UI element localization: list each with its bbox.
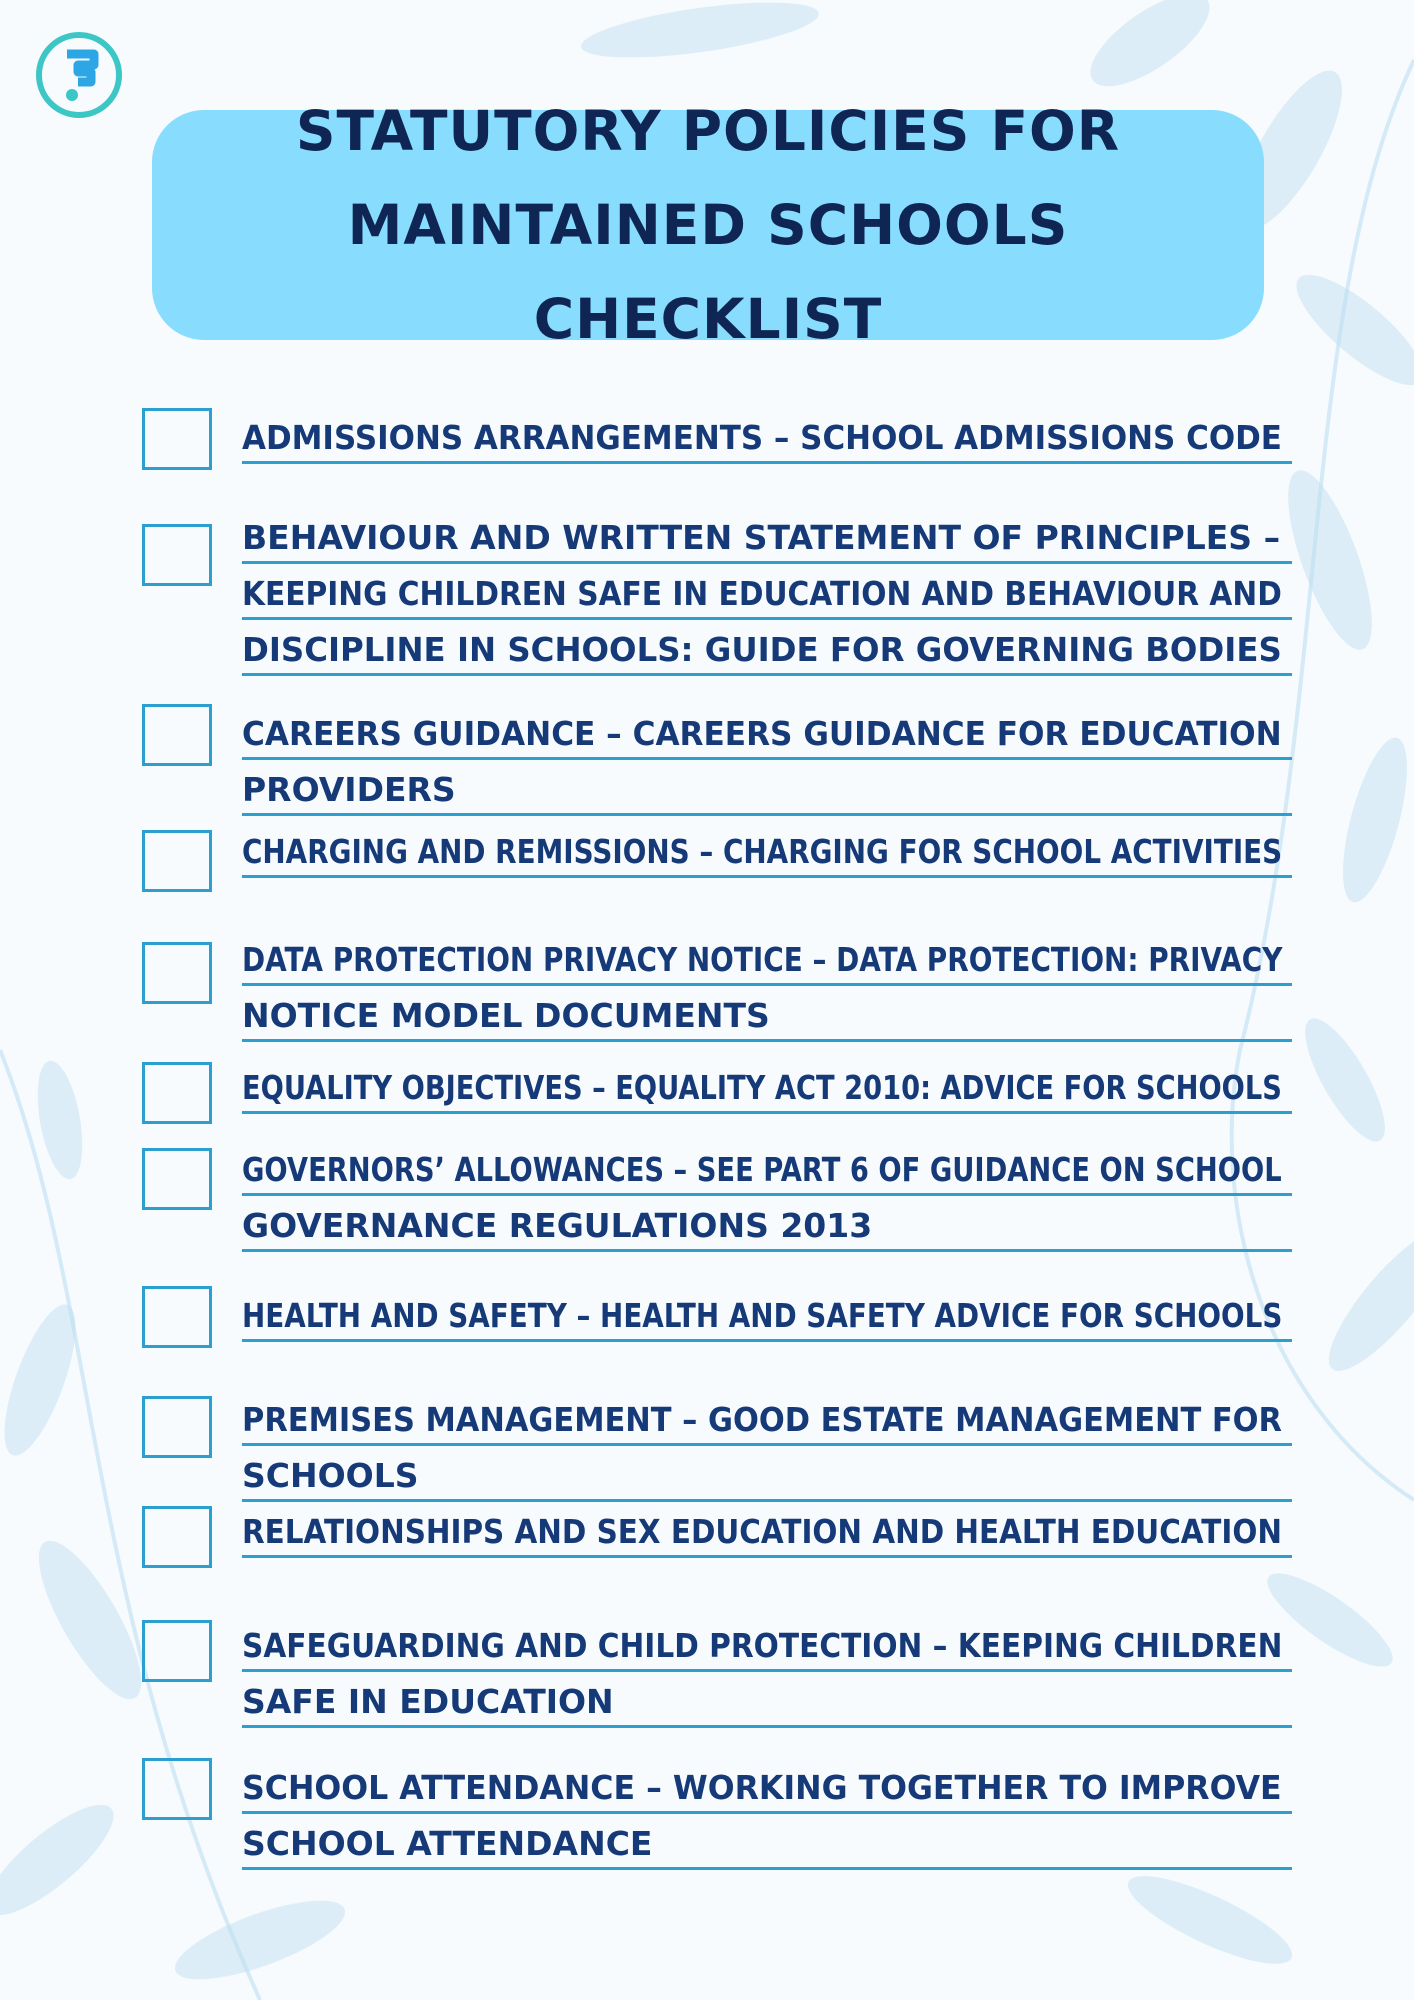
item-line-text: DATA PROTECTION PRIVACY NOTICE – DATA PROTECTION: PRIVACY: [242, 940, 1283, 979]
item-line-text: BEHAVIOUR AND WRITTEN STATEMENT OF PRINCIPLES –: [242, 518, 1281, 557]
item-line: [242, 986, 1292, 1042]
item-text: [242, 1502, 1292, 1558]
item-line-text: ADMISSIONS ARRANGEMENTS – SCHOOL ADMISSIONS CODE: [242, 418, 1282, 457]
item-text: [242, 508, 1292, 676]
f-logo-icon: [34, 30, 124, 120]
item-line-text: PREMISES MANAGEMENT – GOOD ESTATE MANAGEMENT FOR: [242, 1400, 1282, 1439]
checkbox[interactable]: [142, 1148, 212, 1210]
item-line: [242, 930, 1292, 986]
item-line: [242, 1446, 1292, 1502]
item-line: [242, 1196, 1292, 1252]
checkbox[interactable]: [142, 942, 212, 1004]
checkbox[interactable]: [142, 1758, 212, 1820]
item-line: [242, 508, 1292, 564]
item-line-text: EQUALITY OBJECTIVES – EQUALITY ACT 2010: ADVICE FOR SCHOOLS: [242, 1068, 1282, 1107]
item-line-text: SCHOOLS: [242, 1456, 419, 1495]
item-line: [242, 704, 1292, 760]
item-line-text: PROVIDERS: [242, 770, 456, 809]
checkbox[interactable]: [142, 524, 212, 586]
item-line: [242, 564, 1292, 620]
item-text: [242, 930, 1292, 1042]
page-title: STATUTORY POLICIES FOR MAINTAINED SCHOOLS CHECKLIST: [295, 99, 1121, 351]
checkbox[interactable]: [142, 704, 212, 766]
item-line: [242, 1058, 1292, 1114]
item-text: [242, 1758, 1292, 1870]
item-line: [242, 760, 1292, 816]
item-line-text: HEALTH AND SAFETY – HEALTH AND SAFETY ADVICE FOR SCHOOLS: [242, 1296, 1283, 1335]
item-line-text: CHARGING AND REMISSIONS – CHARGING FOR SCHOOL ACTIVITIES: [242, 832, 1283, 871]
item-line: [242, 408, 1292, 464]
item-line-text: GOVERNANCE REGULATIONS 2013: [242, 1206, 873, 1245]
item-line: [242, 1140, 1292, 1196]
item-line-text: SCHOOL ATTENDANCE – WORKING TOGETHER TO IMPROVE: [242, 1768, 1282, 1807]
item-line-text: RELATIONSHIPS AND SEX EDUCATION AND HEALTH EDUCATION: [242, 1512, 1282, 1551]
item-text: [242, 1140, 1292, 1252]
checkbox[interactable]: [142, 408, 212, 470]
item-line: [242, 1672, 1292, 1728]
item-line: [242, 822, 1292, 878]
item-text: [242, 1390, 1292, 1502]
checkbox[interactable]: [142, 1396, 212, 1458]
item-line-text: NOTICE MODEL DOCUMENTS: [242, 996, 770, 1035]
title-banner: [152, 99, 1264, 351]
item-text: [242, 822, 1292, 878]
checkbox[interactable]: [142, 1620, 212, 1682]
item-line-text: SAFEGUARDING AND CHILD PROTECTION – KEEPING CHILDREN: [242, 1626, 1283, 1665]
item-line: [242, 1758, 1292, 1814]
item-line-text: DISCIPLINE IN SCHOOLS: GUIDE FOR GOVERNING BODIES: [242, 630, 1282, 669]
item-line: [242, 1814, 1292, 1870]
item-line-text: KEEPING CHILDREN SAFE IN EDUCATION AND BEHAVIOUR AND: [242, 574, 1282, 613]
item-text: [242, 1286, 1292, 1342]
checkbox[interactable]: [142, 1506, 212, 1568]
item-text: [242, 1058, 1292, 1114]
item-line: [242, 1616, 1292, 1672]
item-text: [242, 408, 1292, 464]
item-line-text: SCHOOL ATTENDANCE: [242, 1824, 653, 1863]
checkbox[interactable]: [142, 1062, 212, 1124]
checkbox[interactable]: [142, 830, 212, 892]
item-line-text: CAREERS GUIDANCE – CAREERS GUIDANCE FOR EDUCATION: [242, 714, 1282, 753]
item-text: [242, 1616, 1292, 1728]
item-line: [242, 1390, 1292, 1446]
item-line: [242, 1286, 1292, 1342]
checkbox[interactable]: [142, 1286, 212, 1348]
item-line: [242, 620, 1292, 676]
item-line: [242, 1502, 1292, 1558]
item-text: [242, 704, 1292, 816]
item-line-text: SAFE IN EDUCATION: [242, 1682, 614, 1721]
item-line-text: GOVERNORS’ ALLOWANCES – SEE PART 6 OF GUIDANCE ON SCHOOL: [242, 1150, 1282, 1189]
